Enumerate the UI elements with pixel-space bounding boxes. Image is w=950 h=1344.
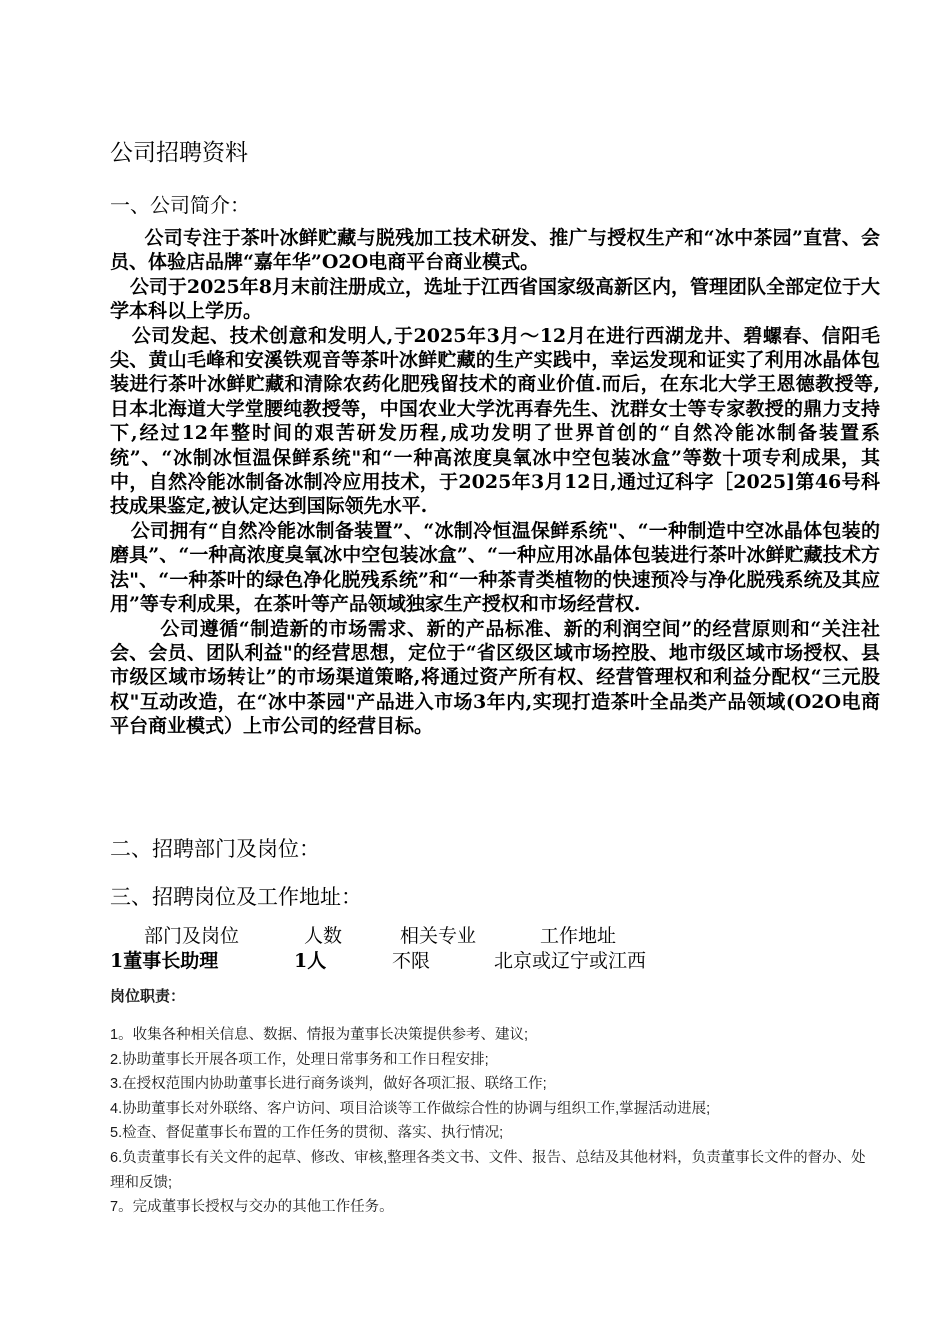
intro-paragraph: 公司于2025年8月末前注册成立，选址于江西省国家级高新区内，管理团队全部定位于大学本科以上学历。: [110, 275, 880, 323]
job-table-header: 人数: [304, 925, 343, 947]
intro-paragraph: 公司遵循“制造新的市场需求、新的产品标准、新的利润空间”的经营原则和“关注社会、会员、团队利益"的经营思想，定位于“省区级区域市场控股、地市级区域市场授权、县市级区域市场转让”的市场渠道策略,将通过资产所有权、经营管理权和利益分配权“三元股权"互动改造，在“冰中茶园"产品进入市场3年内,实现打造茶叶全品类产品领域(O2O电商平台商业模式）上市公司的经营目标。: [110, 617, 880, 738]
job-table: [110, 921, 710, 971]
intro-paragraph: 公司发起、技术创意和发明人,于2025年3月～12月在进行西湖龙井、碧螺春、信阳毛尖、黄山毛峰和安溪铁观音等茶叶冰鲜贮藏的生产实践中，幸运发现和证实了利用冰晶体包装进行茶叶冰鲜贮藏和清除农药化肥残留技术的商业价值.而后，在东北大学王恩德教授等,日本北海道大学堂腰纯教授等，中国农业大学沈再春先生、沈群女士等专家教授的鼎力支持下,经过12年整时间的艰苦研发历程,成功发明了世界首创的“自然冷能冰制备装置系统”、“冰制冰恒温保鲜系统"和“一种高浓度臭氧冰中空包装冰盒”等数十项专利成果，其中，自然冷能冰制备冰制冷应用技术，于2025年3月12日,通过辽科字［2025]第46号科技成果鉴定,被认定达到国际领先水平.: [110, 324, 880, 518]
duty-item: 7。完成董事长授权与交办的其他工作任务。: [110, 1199, 394, 1216]
intro-paragraph: 公司专注于茶叶冰鲜贮藏与脱残加工技术研发、推广与授权生产和“冰中茶园”直营、会员、体验店品牌“嘉年华”O2O电商平台商业模式。: [110, 227, 880, 274]
job-table-cell: 1人: [294, 950, 327, 972]
duty-item: 3.在授权范围内协助董事长进行商务谈判，做好各项汇报、联络工作;: [110, 1076, 547, 1093]
duty-item: 5.检查、督促董事长布置的工作任务的贯彻、落实、执行情况;: [110, 1125, 504, 1142]
document-title: 公司招聘资料: [110, 140, 248, 166]
duty-item: 1。收集各种相关信息、数据、情报为董事长决策提供参考、建议;: [110, 1027, 529, 1043]
duties-title: 岗位职责：: [110, 988, 186, 1005]
job-duties: [110, 985, 870, 1220]
job-table-row: [110, 946, 710, 971]
section-heading-departments: 二、招聘部门及岗位：: [110, 837, 320, 861]
job-table-header: 相关专业: [400, 925, 477, 947]
job-table-header-row: [110, 921, 710, 946]
duty-item: 2.协助董事长开展各项工作，处理日常事务和工作日程安排;: [110, 1051, 489, 1068]
job-table-header: 工作地址: [540, 925, 617, 947]
section-heading-positions: 三、招聘岗位及工作地址：: [110, 885, 362, 909]
section-heading-company-intro: 一、公司简介：: [110, 193, 250, 217]
duty-item: 6.负责董事长有关文件的起草、修改、审核,整理各类文书、文件、报告、总结及其他材料，负责董事长文件的督办、处理和反馈;: [110, 1149, 866, 1191]
company-intro: [110, 226, 880, 739]
job-table-cell: 1董事长助理: [110, 950, 219, 972]
job-table-header: 部门及岗位: [144, 925, 240, 947]
duty-item: 4.协助董事长对外联络、客户访问、项目洽谈等工作做综合性的协调与组织工作,掌握活动进展;: [110, 1100, 711, 1117]
intro-paragraph: 公司拥有“自然冷能冰制备装置”、“冰制冷恒温保鲜系统"、“一种制造中空冰晶体包装的磨具”、“一种高浓度臭氧冰中空包装冰盒”、“一种应用冰晶体包装进行茶叶冰鲜贮藏技术方法"、“一种茶叶的绿色净化脱残系统”和“一种茶青类植物的快速预冷与净化脱残系统及其应用”等专利成果，在茶叶等产品领域独家生产授权和市场经营权.: [110, 519, 880, 616]
job-table-cell: 不限: [392, 950, 431, 972]
job-table-cell: 北京或辽宁或江西: [494, 950, 647, 972]
